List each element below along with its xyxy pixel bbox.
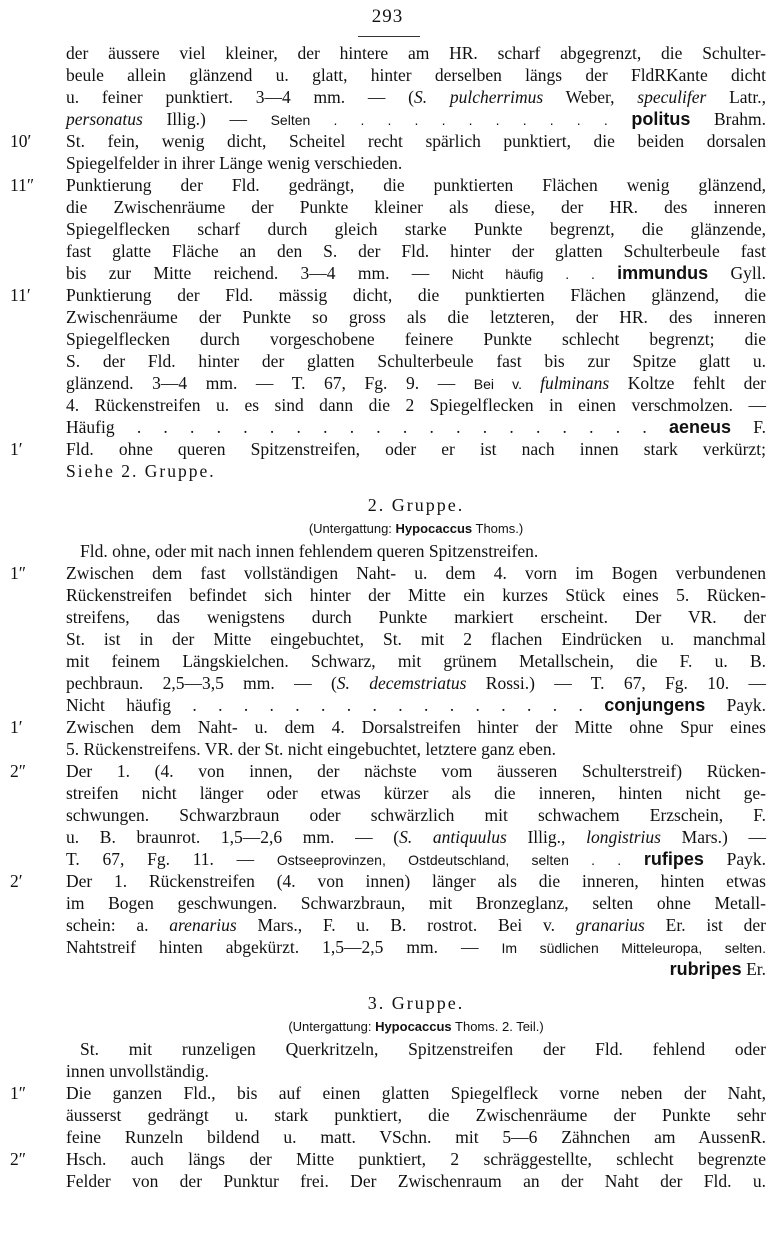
text-line: rubripes Er. [669,959,766,979]
body-text [10,42,767,1192]
text-line: im Bogen geschwungen. Schwarzbraun, mit Bronzeglanz, selten ohne Metall- [66,893,766,913]
text-line: 11′ Punktierung der Fld. mässig dicht, die punktierten Flächen glänzend, die [10,285,766,305]
header-rule [358,36,420,37]
text-line: streifens, das wenigstens durch Punkte markiert erscheint. Der VR. der [66,607,766,627]
key-number: 1″ [10,563,27,583]
text-line: 2″ Hsch. auch längs der Mitte punktiert, 2 schräggestellte, schlecht begrenzte [10,1149,766,1169]
text-line: Spiegelfelder in ihrer Länge wenig verschieden. [66,153,403,173]
text-line: Spiegelflecken durch vorgeschobene feinere Punkte schlecht begrenzt; die [66,329,766,349]
text-line: 10′ St. fein, wenig dicht, Scheitel recht spärlich punktiert, die beiden dorsalen [10,131,766,151]
species-name: immundus [617,263,709,283]
species-name: politus [631,109,691,129]
text-line: äusserst gedrängt u. stark punktiert, die Zwischenräume der Punkte sehr [66,1105,766,1125]
text-line: die Zwischenräume der Punkte kleiner als diese, der HR. des inneren [66,197,766,217]
text-line: Nicht häufig . . . . . . . . . . . . . . . . conjungens Payk. [66,695,767,715]
text-line: 1″ Zwischen dem fast vollständigen Naht- u. dem 4. vorn im Bogen verbundenen [10,563,766,583]
text-line: Rückenstreifen befindet sich hinter der Mitte ein kurzes Stück eines 5. Rücken- [66,585,766,605]
key-number: 10′ [10,131,32,151]
text-line: 1″ Die ganzen Fld., bis auf einen glatten Spiegelfleck vorne neben der Naht, [10,1083,766,1103]
key-number: 1′ [10,717,23,737]
group-subheading: (Untergattung: Hypocaccus Thoms.) [308,521,524,536]
text-line: S. der Fld. hinter der glatten Schulterbeule fast bis zur Spitze glatt u. [66,351,766,371]
text-line: glänzend. 3—4 mm. — T. 67, Fg. 9. — Bei v. fulminans Koltze fehlt der [66,373,766,393]
key-number: 11″ [10,175,35,195]
text-line: fast glatte Fläche an den S. der Fld. hinter der glatten Schulterbeule fast [66,241,766,261]
text-line: Häufig . . . . . . . . . . . . . . . . . . . . aeneus F. [66,417,766,437]
key-number: 1″ [10,1083,27,1103]
group-heading: 3. Gruppe. [367,993,465,1013]
text-line: u. feiner punktiert. 3—4 mm. — (S. pulcherrimus Weber, speculifer Latr., [66,87,767,107]
species-name: rubripes [669,959,742,979]
text-line: Spiegelflecken scharf durch gleich starke Punkte begrenzt, die glänzende, [66,219,766,239]
text-line: 2′ Der 1. Rückenstreifen (4. von innen) länger als die inneren, hinten etwas [10,871,766,891]
text-line: personatus Illig.) — Selten . . . . . . . . . . . politus Brahm. [66,109,766,129]
group-subheading: (Untergattung: Hypocaccus Thoms. 2. Teil.) [288,1019,544,1034]
key-number: 2″ [10,1149,27,1169]
text-line: Zwischenräume der Punkte so gross als die letzteren, der HR. des inneren [66,307,766,327]
text-line: mit feinem Längskielchen. Schwarz, mit grünem Metallschein, die F. u. B. [66,651,766,671]
text-line: beule allein glänzend u. glatt, hinter derselben längs der FldRKante dicht [66,65,766,85]
page-number: 293 [371,6,404,27]
text-line: u. B. braunrot. 1,5—2,6 mm. — (S. antiquulus Illig., longistrius Mars.) — [66,827,766,847]
key-number: 2″ [10,761,27,781]
text-line: 11″ Punktierung der Fld. gedrängt, die punktierten Flächen wenig glänzend, [10,175,766,195]
text-line: streifen nicht länger oder etwas kürzer als die inneren, hinten nicht ge- [66,783,766,803]
text-line: Nahtstreif hinten abgekürzt. 1,5—2,5 mm. — Im südlichen Mitteleuropa, selten. [66,937,766,957]
species-name: rufipes [643,849,704,869]
text-line: bis zur Mitte reichend. 3—4 mm. — Nicht häufig . . immundus Gyll. [66,263,766,283]
text-line: feine Runzeln bildend u. matt. VSchn. mit 5—6 Zähnchen am AussenR. [66,1127,766,1147]
text-line: schwungen. Schwarzbraun oder schwärzlich mit schwachem Erzschein, F. [66,805,766,825]
text-line: Siehe 2. Gruppe. [66,461,216,481]
text-line: schein: a. arenarius Mars., F. u. B. rostrot. Bei v. granarius Er. ist der [66,915,766,935]
text-line: pechbraun. 2,5—3,5 mm. — (S. decemstriatus Rossi.) — T. 67, Fg. 10. — [66,673,766,693]
species-name: conjungens [604,695,706,715]
text-line: 5. Rückenstreifens. VR. der St. nicht eingebuchtet, letztere ganz eben. [66,739,556,759]
text-line: 1′ Fld. ohne queren Spitzenstreifen, oder er ist nach innen stark verkürzt; [10,439,766,459]
text-line: Fld. ohne, oder mit nach innen fehlendem queren Spitzenstreifen. [80,541,539,561]
text-line: 2″ Der 1. (4. von innen, der nächste vom äusseren Schulterstreif) Rücken- [10,761,766,781]
text-line: St. ist in der Mitte eingebuchtet, St. mit 2 flachen Eindrücken u. manchmal [66,629,766,649]
text-line: 4. Rückenstreifen u. es sind dann die 2 Spiegelflecken in einen verschmolzen. — [66,395,766,415]
group-heading: 2. Gruppe. [367,495,465,515]
text-line: St. mit runzeligen Querkritzeln, Spitzenstreifen der Fld. fehlend oder [80,1039,766,1059]
key-number: 1′ [10,439,23,459]
text-line: innen unvollständig. [66,1061,209,1081]
key-number: 11′ [10,285,31,305]
text-line: 1′ Zwischen dem Naht- u. dem 4. Dorsalstreifen hinter der Mitte ohne Spur eines [10,717,766,737]
species-name: aeneus [669,417,732,437]
text-line: der äussere viel kleiner, der hintere am HR. scharf abgegrenzt, die Schulter- [66,43,766,63]
text-line: Felder von der Punktur frei. Der Zwischenraum an der Naht der Fld. u. [66,1171,766,1191]
key-number: 2′ [10,871,23,891]
text-line: T. 67, Fg. 11. — Ostseeprovinzen, Ostdeutschland, selten . . rufipes Payk. [66,849,766,869]
